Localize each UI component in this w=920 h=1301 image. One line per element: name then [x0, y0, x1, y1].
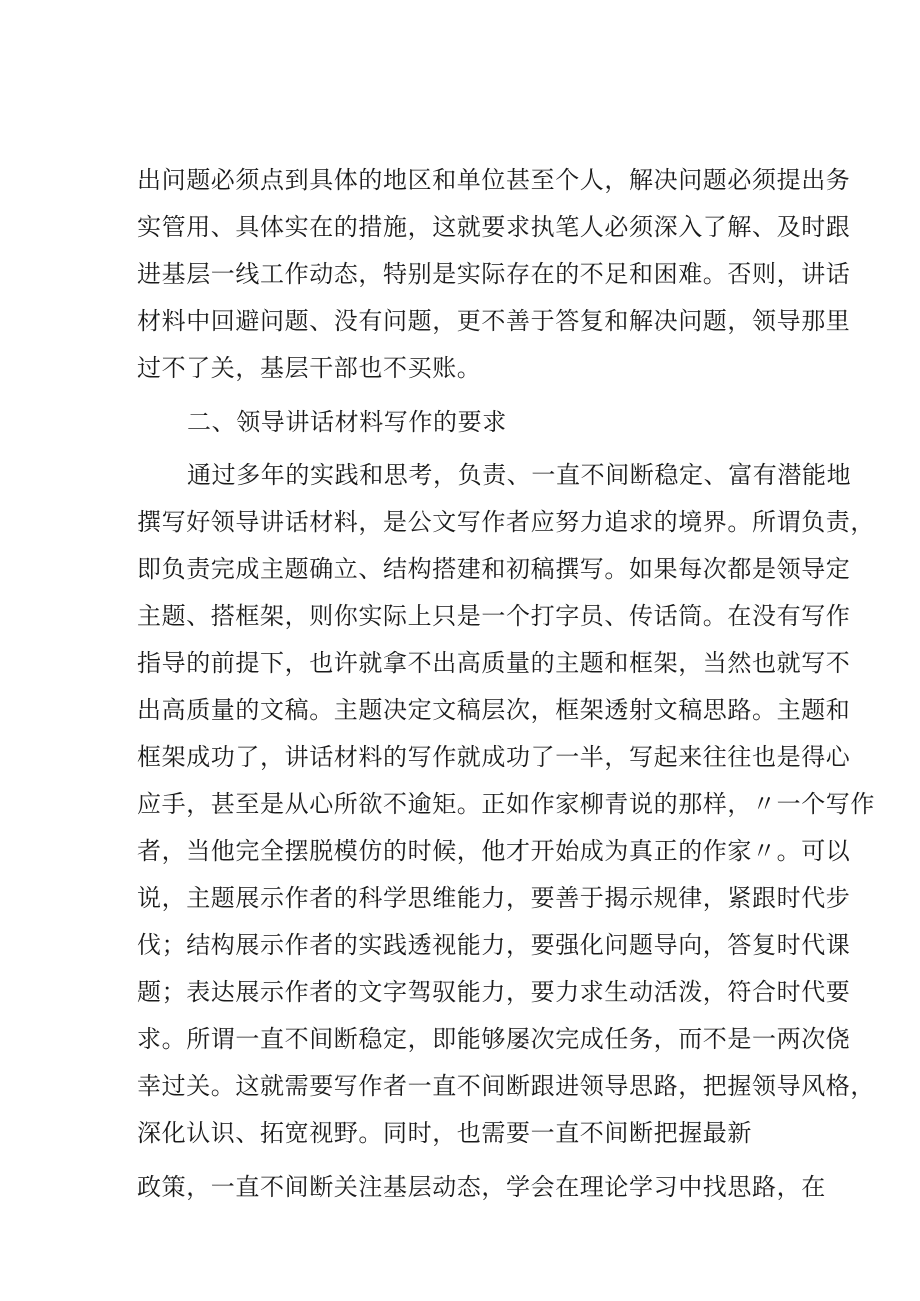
text-line: 指导的前提下，也许就拿不出高质量的主题和框架，当然也就写不 [137, 649, 851, 677]
text-line: 伐；结构展示作者的实践透视能力，要强化问题导向，答复时代课 [137, 931, 851, 959]
text-line: 材料中回避问题、没有问题，更不善于答复和解决问题，领导那里 [137, 307, 851, 335]
text-line: 政策，一直不间断关注基层动态，学会在理论学习中找思路，在 [137, 1173, 826, 1201]
text-line: 通过多年的实践和思考，负责、一直不间断稳定、富有潜能地 [187, 461, 852, 489]
text-line: 说，主题展示作者的科学思维能力，要善于揭示规律，紧跟时代步 [137, 884, 851, 912]
text-line: 主题、搭框架，则你实际上只是一个打字员、传话筒。在没有写作 [137, 602, 851, 630]
section-heading: 二、领导讲话材料写作的要求 [187, 408, 507, 436]
text-line: 求。所谓一直不间断稳定，即能够屡次完成任务，而不是一两次侥 [137, 1025, 851, 1053]
text-line: 幸过关。这就需要写作者一直不间断跟进领导思路，把握领导风格， [137, 1072, 875, 1100]
text-line: 应手，甚至是从心所欲不逾矩。正如作家柳青说的那样，〃一个写作 [137, 790, 875, 818]
text-line: 出高质量的文稿。主题决定文稿层次，框架透射文稿思路。主题和 [137, 696, 851, 724]
text-line: 题；表达展示作者的文字驾驭能力，要力求生动活泼，符合时代要 [137, 978, 851, 1006]
text-line: 即负责完成主题确立、结构搭建和初稿撰写。如果每次都是领导定 [137, 555, 851, 583]
text-line: 深化认识、拓宽视野。同时，也需要一直不间断把握最新 [137, 1119, 752, 1147]
text-line: 撰写好领导讲话材料，是公文写作者应努力追求的境界。所谓负责， [137, 508, 875, 536]
text-line: 实管用、具体实在的措施，这就要求执笔人必须深入了解、及时跟 [137, 213, 851, 241]
text-line: 框架成功了，讲话材料的写作就成功了一半，写起来往往也是得心 [137, 743, 851, 771]
text-line: 者，当他完全摆脱模仿的时候，他才开始成为真正的作家〃。可以 [137, 837, 851, 865]
text-line: 进基层一线工作动态，特别是实际存在的不足和困难。否则，讲话 [137, 260, 851, 288]
text-line: 出问题必须点到具体的地区和单位甚至个人，解决问题必须提出务 [137, 166, 851, 194]
text-line: 过不了关，基层干部也不买账。 [137, 354, 482, 382]
